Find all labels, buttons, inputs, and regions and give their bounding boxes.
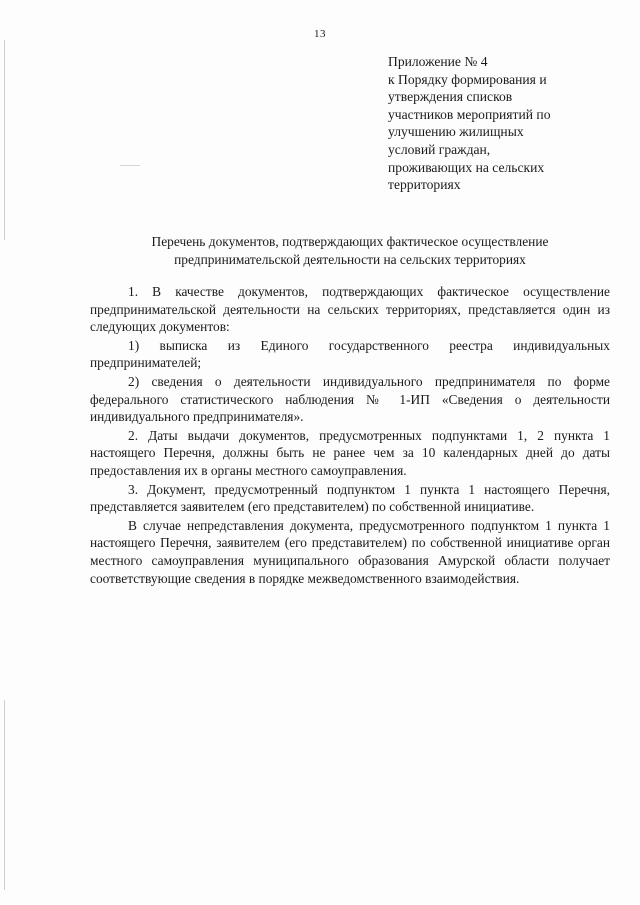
subitem-1-2: 2) сведения о деятельности индивидуального предпринимателя по форме федерального статистического наблюдения № 1-ИП «Сведения о деятельности индивидуального предпринимателя».	[90, 373, 610, 425]
paragraph-item-1: 1. В качестве документов, подтверждающих фактическое осуществление предпринимательской деятельности на сельских территориях, представляется один из следующих документов:	[90, 284, 610, 335]
paragraph-item-2: 2. Даты выдачи документов, предусмотренных подпунктами 1, 2 пункта 1 настоящего Перечня, должны быть не ранее чем за 10 календарных дней до даты предоставления их в органы местного самоуправления.	[90, 427, 610, 478]
annex-header	[388, 53, 603, 194]
subitem-1-1: 1) выписка из Единого государственного реестра индивидуальных предпринимателей;	[90, 337, 610, 371]
page-number: 13	[314, 28, 326, 40]
paragraph-closing: В случае непредставления документа, предусмотренного подпунктом 1 пункта 1 настоящего Перечня, заявителем (его представителем) по собственной инициативе орган местного самоуправления муниципального образования Амурской области получает соответствующие сведения в порядке межведомственного взаимодействия.	[90, 517, 610, 586]
annex-line: улучшению жилищных	[388, 124, 524, 140]
annex-line: проживающих на сельских	[388, 159, 545, 175]
paragraph-item-3: 3. Документ, предусмотренный подпунктом 1 пункта 1 настоящего Перечня, представляется заявителем (его представителем) по собственной инициативе.	[90, 481, 610, 515]
scan-edge-mark	[4, 40, 5, 240]
annex-line: к Порядку формирования и	[388, 71, 547, 87]
scan-edge-mark	[4, 700, 5, 890]
title-line: Перечень документов, подтверждающих фактическое осуществление	[151, 234, 549, 249]
annex-line: условий граждан,	[388, 141, 491, 157]
scan-artifact	[120, 165, 140, 166]
document-body	[90, 283, 610, 588]
annex-line: территориях	[388, 177, 461, 193]
annex-line: Приложение № 4	[388, 54, 488, 69]
annex-line: утверждения списков	[388, 89, 513, 105]
document-title	[90, 233, 610, 268]
title-line: предпринимательской деятельности на сельских территориях	[174, 251, 526, 267]
annex-line: участников мероприятий по	[388, 106, 551, 122]
